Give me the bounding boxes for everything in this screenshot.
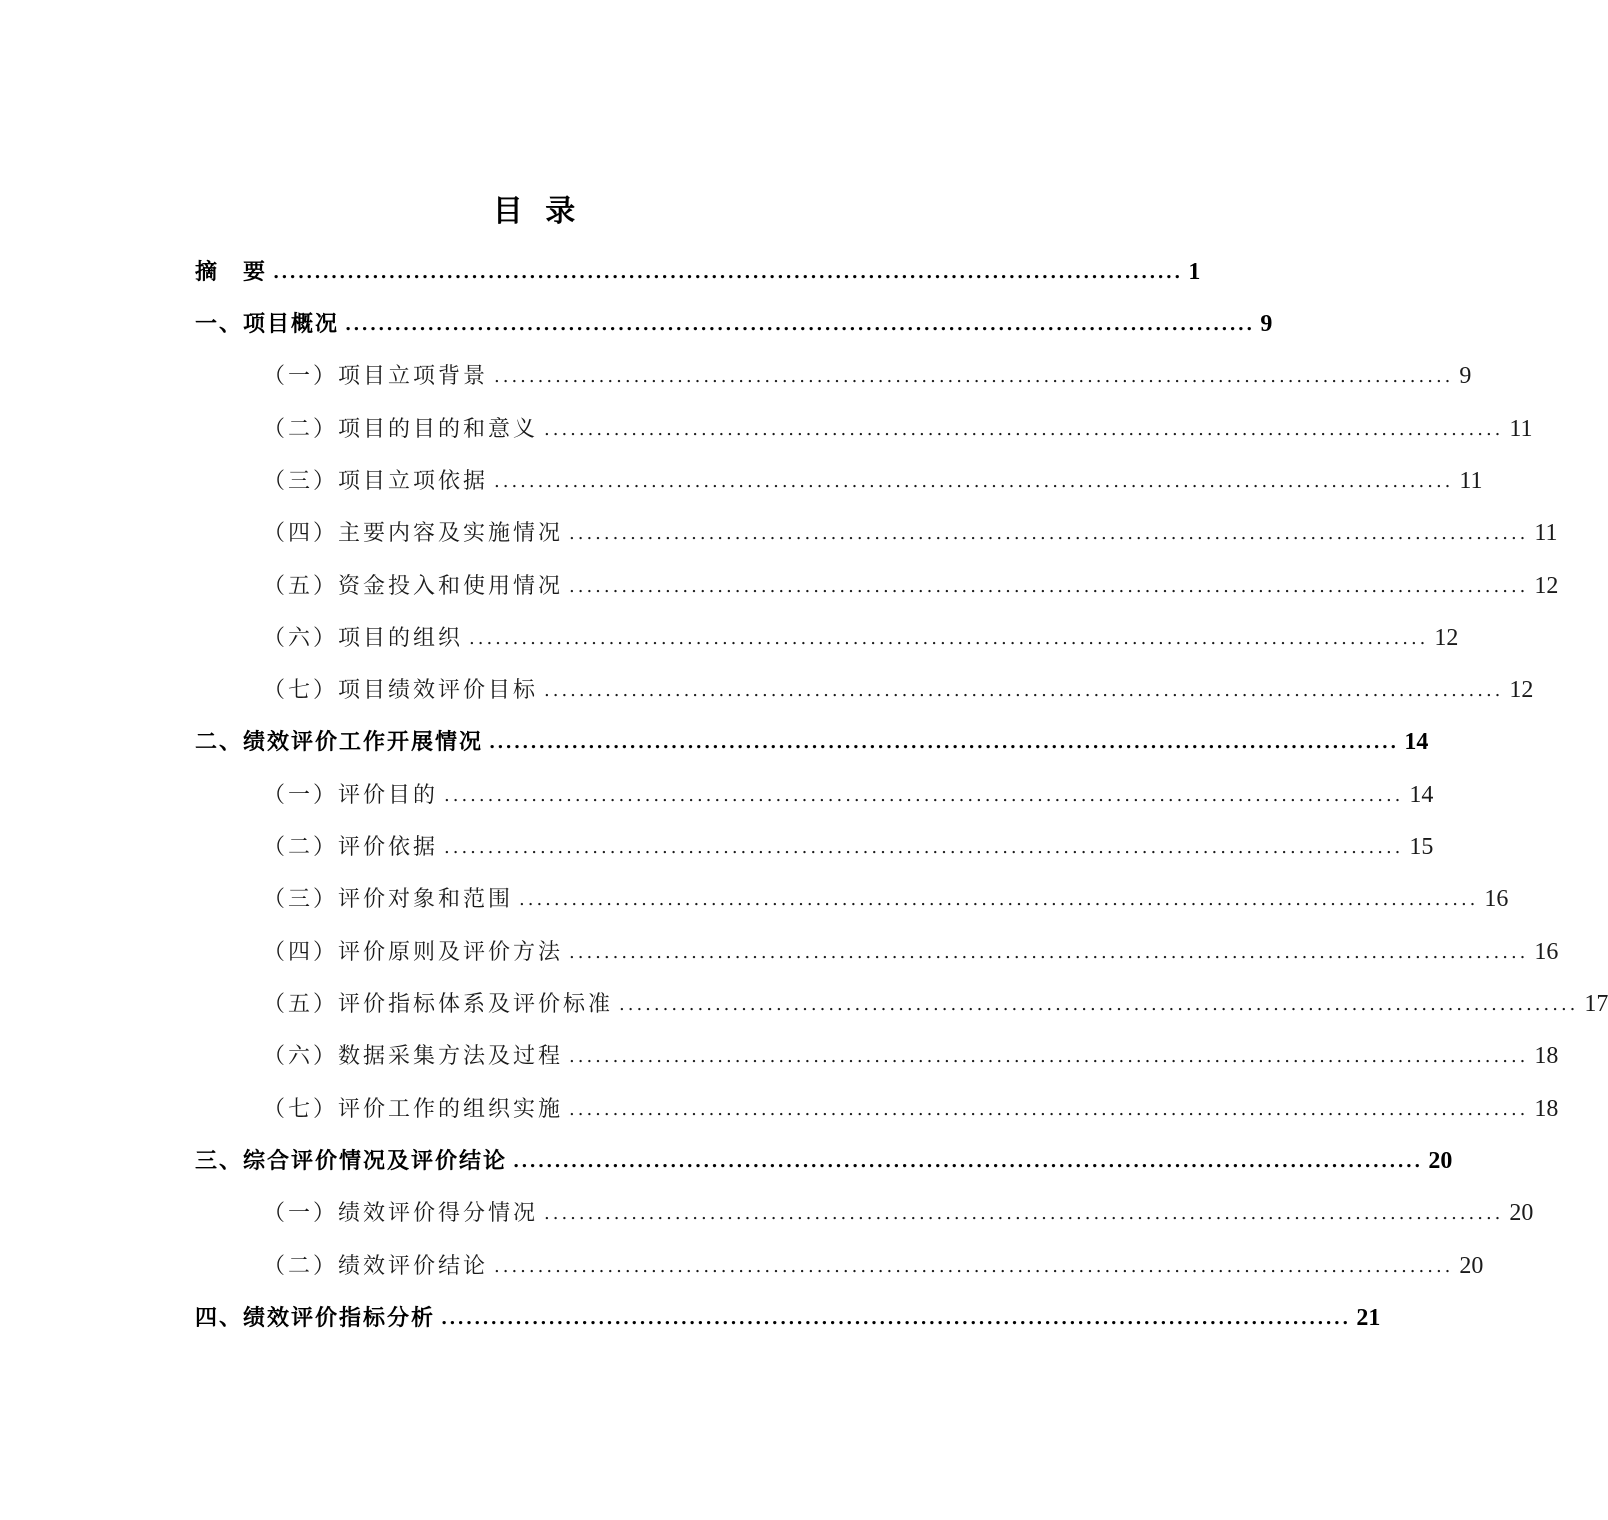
toc-entry-section-3[interactable]: [195, 1143, 1453, 1179]
toc-entry-label: （五）资金投入和使用情况: [263, 574, 564, 599]
toc-entry-section-4[interactable]: [195, 1300, 1381, 1336]
toc-page-number: 16: [1484, 886, 1509, 912]
toc-page-number: 14: [1404, 729, 1429, 755]
toc-page-number: 18: [1534, 1096, 1559, 1122]
toc-page-number: 16: [1534, 939, 1559, 965]
toc-entry-label: 三、综合评价情况及评价结论: [195, 1148, 508, 1174]
toc-dot-leader: ..............................................................................................................: [519, 889, 1479, 910]
toc-dot-leader: ..............................................................................................................: [494, 471, 1454, 492]
toc-page-number: 15: [1409, 834, 1434, 860]
toc-entry-label: （六）数据采集方法及过程: [263, 1044, 564, 1069]
toc-entry-subsection[interactable]: [195, 1195, 1534, 1231]
toc-entry-label: （二）评价依据: [263, 835, 439, 860]
toc-entry-label: 摘 要: [195, 259, 268, 285]
toc-page-number: 11: [1534, 520, 1558, 546]
toc-page-number: 9: [1260, 311, 1273, 337]
toc-dot-leader: ..............................................................................................................: [544, 680, 1504, 701]
toc-dot-leader: ..............................................................................................................: [569, 1046, 1529, 1067]
toc-dot-leader: ..............................................................................................................: [494, 1256, 1454, 1277]
toc-entry-label: （二）项目的目的和意义: [263, 417, 539, 442]
toc-entry-subsection[interactable]: [195, 568, 1559, 604]
toc-entry-subsection[interactable]: [195, 463, 1483, 499]
toc-entry-label: （二）绩效评价结论: [263, 1254, 489, 1279]
toc-entry-subsection[interactable]: [195, 1091, 1559, 1127]
toc-page-number: 11: [1459, 468, 1483, 494]
toc-entry-subsection[interactable]: [195, 620, 1459, 656]
toc-entry-label: （一）评价目的: [263, 783, 439, 808]
toc-entry-label: 四、绩效评价指标分析: [195, 1305, 436, 1331]
toc-entry-label: （五）评价指标体系及评价标准: [263, 992, 614, 1017]
toc-dot-leader: ..............................................................................................................: [569, 523, 1529, 544]
toc-entry-subsection[interactable]: [195, 1038, 1559, 1074]
toc-page-number: 20: [1459, 1253, 1484, 1279]
toc-entry-label: （六）项目的组织: [263, 626, 464, 651]
toc-entry-subsection[interactable]: [195, 881, 1509, 917]
toc-entry-subsection[interactable]: [195, 1248, 1484, 1284]
toc-entry-label: （四）评价原则及评价方法: [263, 940, 564, 965]
toc-entry-subsection[interactable]: [195, 934, 1559, 970]
toc-page-number: 18: [1534, 1043, 1559, 1069]
toc-entry-label: （七）项目绩效评价目标: [263, 678, 539, 703]
toc-entry-subsection[interactable]: [195, 515, 1558, 551]
toc-page-number: 17: [1584, 991, 1608, 1017]
toc-dot-leader: ..............................................................................................................: [489, 732, 1399, 753]
toc-dot-leader: ..............................................................................................................: [569, 942, 1529, 963]
toc-entry-label: （一）项目立项背景: [263, 364, 489, 389]
toc-dot-leader: ..............................................................................................................: [444, 785, 1404, 806]
toc-dot-leader: ..............................................................................................................: [513, 1151, 1423, 1172]
toc-entry-label: （三）评价对象和范围: [263, 887, 514, 912]
toc-page-number: 21: [1356, 1305, 1381, 1331]
toc-entry-label: 二、绩效评价工作开展情况: [195, 729, 484, 755]
toc-page-number: 12: [1509, 677, 1534, 703]
toc-dot-leader: ..............................................................................................................: [544, 1203, 1504, 1224]
toc-dot-leader: ..............................................................................................................: [544, 419, 1504, 440]
toc-entry-label: 一、项目概况: [195, 311, 340, 337]
toc-page-number: 9: [1459, 363, 1472, 389]
toc-entry-subsection[interactable]: [195, 829, 1434, 865]
toc-page-number: 12: [1534, 573, 1559, 599]
toc-dot-leader: ..............................................................................................................: [441, 1308, 1351, 1329]
toc-entry-label: （四）主要内容及实施情况: [263, 521, 564, 546]
toc-entry-label: （三）项目立项依据: [263, 469, 489, 494]
toc-entry-abstract[interactable]: [195, 254, 1201, 290]
toc-dot-leader: ..............................................................................................................: [444, 837, 1404, 858]
toc-entry-subsection[interactable]: [195, 411, 1533, 447]
toc-dot-leader: ..............................................................................................................: [345, 314, 1255, 335]
toc-dot-leader: ..............................................................................................................: [469, 628, 1429, 649]
toc-page-number: 1: [1188, 259, 1201, 285]
toc-entry-section-1[interactable]: [195, 306, 1273, 342]
toc-page-number: 20: [1428, 1148, 1453, 1174]
toc-title: 目 录: [492, 194, 582, 229]
toc-entry-subsection[interactable]: [195, 986, 1608, 1022]
toc-dot-leader: ..............................................................................................................: [494, 366, 1454, 387]
toc-entry-section-2[interactable]: [195, 724, 1429, 760]
toc-dot-leader: ..............................................................................................................: [619, 994, 1579, 1015]
toc-page-number: 12: [1434, 625, 1459, 651]
toc-page-number: 14: [1409, 782, 1434, 808]
toc-entry-label: （七）评价工作的组织实施: [263, 1097, 564, 1122]
toc-page-number: 11: [1509, 416, 1533, 442]
toc-page-number: 20: [1509, 1200, 1534, 1226]
toc-entry-subsection[interactable]: [195, 672, 1534, 708]
toc-entry-label: （一）绩效评价得分情况: [263, 1201, 539, 1226]
toc-entry-subsection[interactable]: [195, 358, 1472, 394]
toc-dot-leader: ..............................................................................................................: [569, 1099, 1529, 1120]
toc-dot-leader: ..............................................................................................................: [569, 576, 1529, 597]
toc-dot-leader: ..............................................................................................................: [273, 262, 1183, 283]
toc-entry-subsection[interactable]: [195, 777, 1434, 813]
